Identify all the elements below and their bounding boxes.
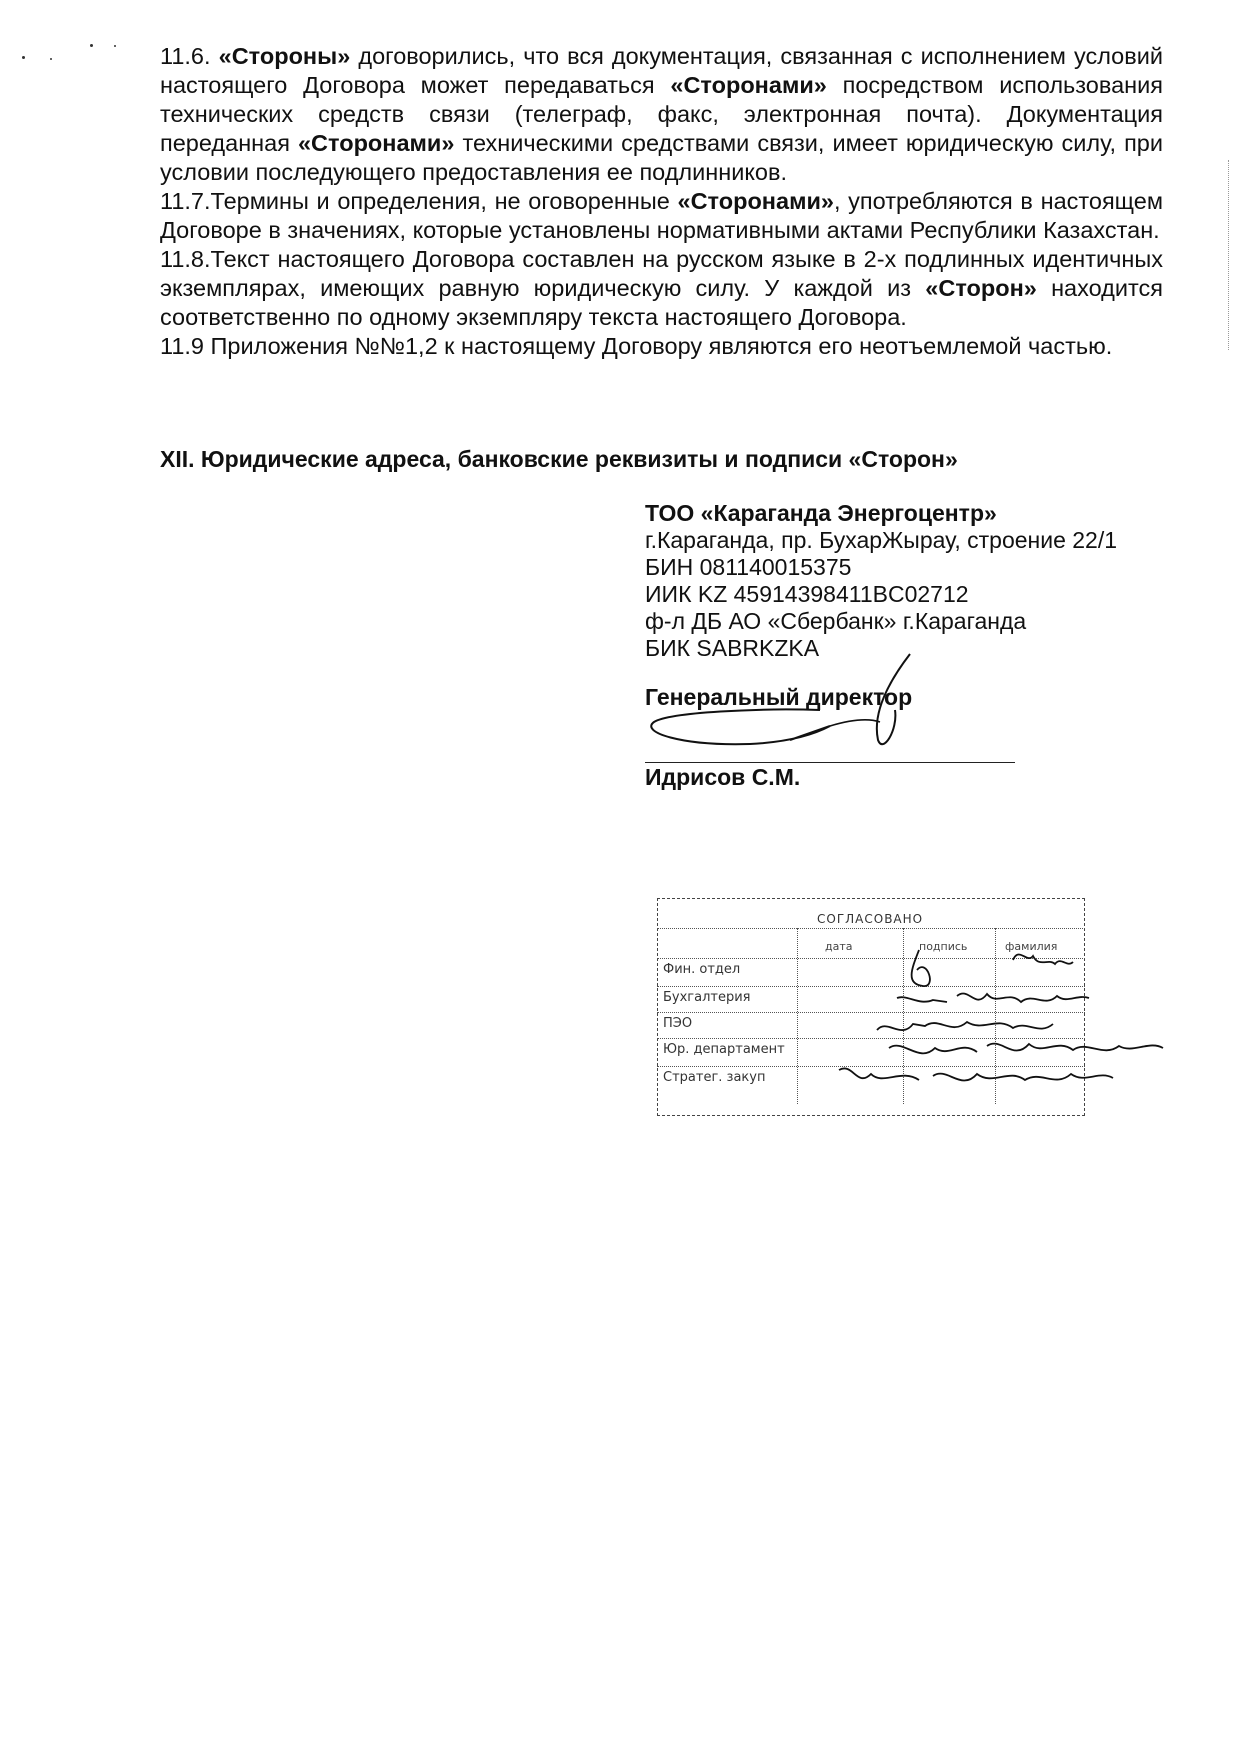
clause-11-9: 11.9 Приложения №№1,2 к настоящему Договору являются его неотъемлемой частью.	[160, 333, 1113, 359]
stamp-row-label: Юр. департамент	[663, 1042, 785, 1057]
signature-line	[645, 762, 1015, 763]
director-signature	[640, 650, 920, 760]
stamp-title: СОГЛАСОВАНО	[817, 912, 924, 926]
scan-speck	[90, 44, 93, 47]
scan-speck	[50, 58, 52, 60]
signatory-name: Идрисов С.М.	[645, 764, 801, 790]
stamp-col-surname: фамилия	[1005, 940, 1058, 953]
scan-speck	[114, 45, 116, 47]
company-iik: ИИК KZ 45914398411BC02712	[645, 581, 969, 607]
clause-11-6: 11.6. «Стороны» договорились, что вся документация, связанная с исполнением условий настоящего Договора может передаваться «Сторонами» посредством использования технических средств связи (телеграф, факс, электронная почта). Документация переданная «Сторонами» техническими средствами связи, имеет юридическую силу, при условии последующего предоставления ее подлинников.	[160, 43, 1164, 185]
signatory-position: Генеральный директор	[645, 684, 913, 710]
stamp-col-signature: подпись	[919, 940, 968, 953]
stamp-col-date: дата	[825, 940, 853, 953]
company-bin: БИН 081140015375	[645, 554, 852, 580]
clause-11-8: 11.8.Текст настоящего Договора составлен на русском языке в 2-х подлинных идентичных экземплярах, имеющих равную юридическую силу. У каждой из «Сторон» находится соответственно по одному экземпляру текста настоящего Договора.	[160, 246, 1163, 330]
section-title: XII. Юридические адреса, банковские реквизиты и подписи «Сторон»	[160, 446, 958, 472]
company-name: ТОО «Караганда Энергоцентр»	[645, 500, 997, 526]
scan-speck	[22, 56, 25, 59]
stamp-row-label: ПЭО	[663, 1016, 693, 1031]
company-bank: ф-л ДБ АО «Сбербанк» г.Караганда	[645, 608, 1027, 634]
company-bik: БИК SABRKZKA	[645, 635, 820, 661]
company-requisites	[645, 500, 1117, 662]
company-address: г.Караганда, пр. БухарЖырау, строение 22/1	[645, 527, 1118, 553]
stamp-row-label: Бухгалтерия	[663, 990, 751, 1005]
contract-clauses	[160, 42, 1163, 361]
stamp-handwritten-signatures	[657, 898, 1177, 1116]
scan-edge-mark	[1228, 160, 1229, 350]
approval-stamp	[657, 898, 1085, 1116]
stamp-row-label: Стратег. закуп	[663, 1070, 766, 1085]
clause-11-7: 11.7.Термины и определения, не оговоренные «Сторонами», употребляются в настоящем Договоре в значениях, которые установлены нормативными актами Республики Казахстан.	[160, 188, 1163, 243]
stamp-row-label: Фин. отдел	[663, 962, 741, 977]
